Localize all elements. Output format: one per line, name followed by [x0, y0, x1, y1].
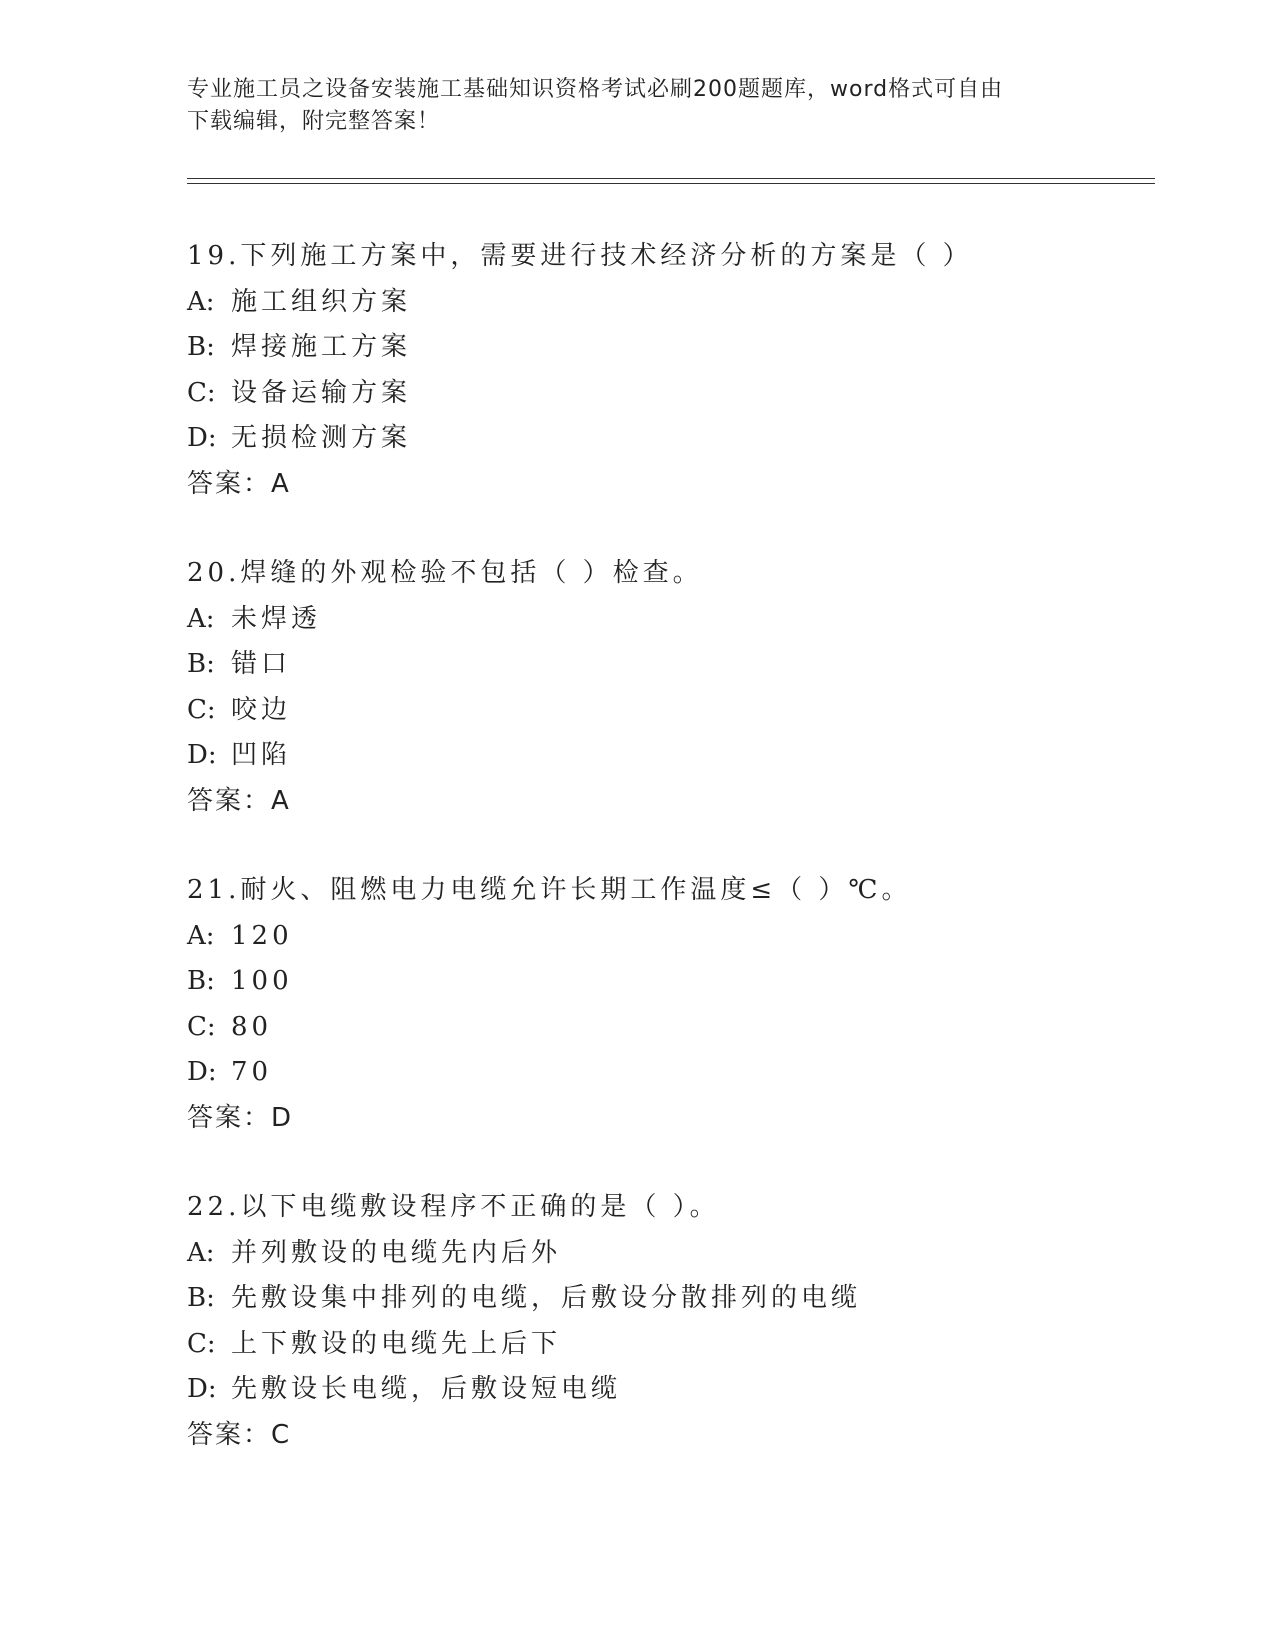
- option-d: [187, 733, 1167, 779]
- option-c: [187, 1322, 1167, 1368]
- option-text: 凹陷: [231, 740, 292, 770]
- option-text: 无损检测方案: [231, 423, 412, 453]
- option-text: 施工组织方案: [231, 286, 412, 317]
- option-c: [187, 688, 1167, 734]
- option-text: 未焊透: [231, 603, 322, 634]
- option-d: [187, 1050, 1167, 1096]
- option-label: B:: [187, 649, 215, 679]
- option-text: 焊接施工方案: [231, 332, 412, 362]
- answer-line: 答案：D: [187, 1102, 294, 1133]
- question-22: [187, 1185, 1167, 1458]
- question-20: [187, 551, 1167, 824]
- option-label: D:: [187, 423, 217, 453]
- option-a: [187, 597, 1167, 643]
- header-divider-top: [187, 178, 1155, 179]
- option-label: C:: [187, 1328, 216, 1359]
- answer-line: 答案：A: [187, 785, 291, 816]
- option-label: D:: [187, 1374, 217, 1404]
- option-text: 上下敷设的电缆先上后下: [231, 1328, 562, 1359]
- option-b: [187, 1276, 1167, 1322]
- option-d: [187, 1367, 1167, 1413]
- question-stem: 22.以下电缆敷设程序不正确的是（ ）。: [187, 1192, 720, 1222]
- option-text: 先敷设长电缆，后敷设短电缆: [231, 1374, 622, 1404]
- option-label: A:: [187, 920, 215, 951]
- option-label: D:: [187, 1057, 217, 1087]
- question-stem: 21.耐火、阻燃电力电缆允许长期工作温度≤（ ）℃。: [187, 875, 912, 905]
- option-label: B:: [187, 1283, 215, 1313]
- option-c: [187, 1005, 1167, 1051]
- header-divider-bottom: [187, 183, 1155, 184]
- answer-line: 答案：A: [187, 468, 291, 499]
- option-label: B:: [187, 332, 215, 362]
- option-text: 先敷设集中排列的电缆，后敷设分散排列的电缆: [231, 1283, 862, 1313]
- option-label: A:: [187, 603, 215, 634]
- option-a: [187, 1231, 1167, 1277]
- answer-line: 答案：C: [187, 1419, 292, 1450]
- option-a: [187, 914, 1167, 960]
- option-text: 80: [231, 1011, 273, 1042]
- option-text: 设备运输方案: [231, 377, 412, 408]
- option-label: C:: [187, 1011, 216, 1042]
- option-label: C:: [187, 377, 216, 408]
- option-text: 错口: [231, 649, 292, 679]
- option-text: 70: [231, 1057, 273, 1087]
- question-stem: 19.下列施工方案中，需要进行技术经济分析的方案是（ ）: [187, 241, 973, 271]
- option-text: 咬边: [231, 694, 292, 725]
- option-b: [187, 959, 1167, 1005]
- option-a: [187, 280, 1167, 326]
- document-header: [187, 74, 1087, 138]
- option-text: 120: [231, 920, 293, 951]
- question-stem: 20.焊缝的外观检验不包括（ ）检查。: [187, 558, 703, 588]
- question-list: [187, 234, 1167, 1502]
- option-label: A:: [187, 286, 215, 317]
- option-label: C:: [187, 694, 216, 725]
- header-line-2: 下载编辑，附完整答案！: [187, 109, 441, 134]
- option-text: 100: [231, 966, 293, 996]
- option-b: [187, 642, 1167, 688]
- option-label: A:: [187, 1237, 215, 1268]
- option-label: D:: [187, 740, 217, 770]
- option-c: [187, 371, 1167, 417]
- question-21: [187, 868, 1167, 1141]
- header-line-1: 专业施工员之设备安装施工基础知识资格考试必刷200题题库，word格式可自由: [187, 77, 1004, 102]
- option-label: B:: [187, 966, 215, 996]
- option-text: 并列敷设的电缆先内后外: [231, 1237, 562, 1268]
- question-19: [187, 234, 1167, 507]
- option-d: [187, 416, 1167, 462]
- option-b: [187, 325, 1167, 371]
